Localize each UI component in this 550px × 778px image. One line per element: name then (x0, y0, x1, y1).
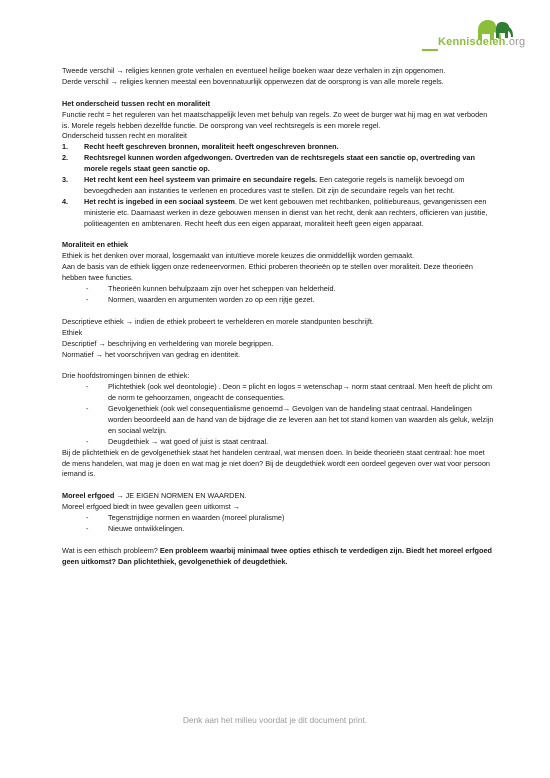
bullet-item: - Deugdethiek → wat goed of juist is staat centraal. (86, 436, 269, 446)
logo-text: Kennisdelen.org (438, 36, 526, 48)
bullet-item: - Theorieën kunnen behulpzaam zijn over het scheppen van helderheid. (86, 284, 336, 294)
paragraph: Ethiek is het denken over moraal, losgemaakt van intuïtieve morele keuzes die onmiddellijk worden gemaakt. (62, 251, 415, 261)
paragraph: Functie recht = het reguleren van het maatschappelijk leven met behulp van regels. Zo weet de burger wat hij mag en wat verboden is. Morele regels hebben dezelfde functie. De oorsprong van veel rechtsregels is een morele regel. (62, 109, 488, 130)
paragraph: Tweede verschil → religies kennen grote verhalen en eventueel heilige boeken waar deze verhalen in zijn opgenomen. (62, 66, 446, 75)
bullet-item: - Nieuwe ontwikkelingen. (86, 523, 185, 533)
bullet-item: - Gevolgenethiek (ook wel consequentialisme genoemd→ Gevolgen van de handeling staat centraal. Handelingen worden beoordeeld aan de hand van de bijdrage die ze leveren aan het tot stand komen van waarden als geluk, welzijn en sociaal welzijn. (86, 404, 494, 435)
paragraph: Wat is een ethisch probleem? Een probleem waarbij minimaal twee opties ethisch te verdedigen zijn. Biedt het moreel erfgoed geen uitkomst? Dan plichtethiek, gevolgenethiek of deugdethiek. (62, 545, 492, 566)
paragraph: Normatief → het voorschrijven van gedrag en identiteit. (62, 349, 241, 359)
paragraph: Derde verschil → religies kennen meestal een bovennatuurlijk opperwezen dat de oorsprong is van alle morele regels. (62, 76, 444, 86)
bullet-item: - Plichtethiek (ook wel deontologie) . Deon = plicht en logos = wetenschap→ norm staat centraal. Men heeft de plicht om de norm te gehoorzamen, ongeacht de consequenties. (86, 382, 493, 403)
paragraph: Moreel erfgoed biedt in twee gevallen geen uitkomst → (62, 502, 241, 512)
elephant-logo-icon (418, 14, 528, 54)
bullet-item: - Normen, waarden en argumenten worden zo op een rijtje gezet. (86, 295, 315, 304)
bullet-item: - Tegenstrijdige normen en waarden (moreel pluralisme) (86, 513, 285, 523)
numbered-item: 2. Rechtsregel kunnen worden afgedwongen. Overtreden van de rechtsregels staat een sanctie op, overtreding van morele regels staat geen sanctie op. (62, 153, 475, 174)
paragraph: Bij de plichtethiek en de gevolgenethiek staat het handelen centraal, wat mensen doen. In beide theorieën staat centraal: hoe moet de mens handelen, wat mag je doen en wat mag je niet doen? Bij de deugdethiek wordt een oordeel gegeven over wat voor persoon iemand is. (62, 447, 490, 479)
page-footer: Denk aan het milieu voordat je dit document print. (182, 715, 368, 725)
document-body (62, 66, 494, 568)
section-heading: Het onderscheid tussen recht en moraliteit (62, 98, 211, 108)
paragraph: Drie hoofdstromingen binnen de ethiek: (62, 371, 190, 381)
paragraph: Descriptief → beschrijving en verheldering van morele begrippen. (62, 338, 274, 348)
section-heading: Moreel erfgoed → JE EIGEN NORMEN EN WAARDEN. (62, 491, 247, 501)
section-heading: Moraliteit en ethiek (62, 240, 129, 250)
numbered-item: 3. Het recht kent een heel systeem van primaire en secundaire regels. Een categorie regels is namelijk bevoegd om bevoegdheden aan instanties te verlenen en procedures vast te stellen. Dit zijn de secundaire regels van het recht. (62, 175, 465, 195)
paragraph: Aan de basis van de ethiek liggen onze redeneervormen. Ethici proberen theorieën op te stellen over moraliteit. Deze theorieën hebben twee functies. (62, 262, 473, 283)
paragraph: Onderscheid tussen recht en moraliteit (62, 131, 187, 141)
site-logo[interactable] (418, 14, 528, 54)
paragraph: Ethiek (62, 327, 83, 337)
paragraph: Descriptieve ethiek → indien de ethiek probeert te verhelderen en morele standpunten beschrijft. (62, 316, 374, 326)
numbered-item: 4. Het recht is ingebed in een sociaal systeem. De wet kent gebouwen met rechtbanken, politiebureaus, gevangenissen een ministerie etc. Daarnaast werken in deze gebouwen mensen in dienst van het recht, denk aan rechters, officieren van justitie, politieagenten en ambtenaren. Recht heeft dus een eigen apparaat, moraliteit heeft geen eigen apparaat. (62, 196, 488, 228)
numbered-item: 1. Recht heeft geschreven bronnen, moraliteit heeft ongeschreven bronnen. (62, 142, 339, 152)
